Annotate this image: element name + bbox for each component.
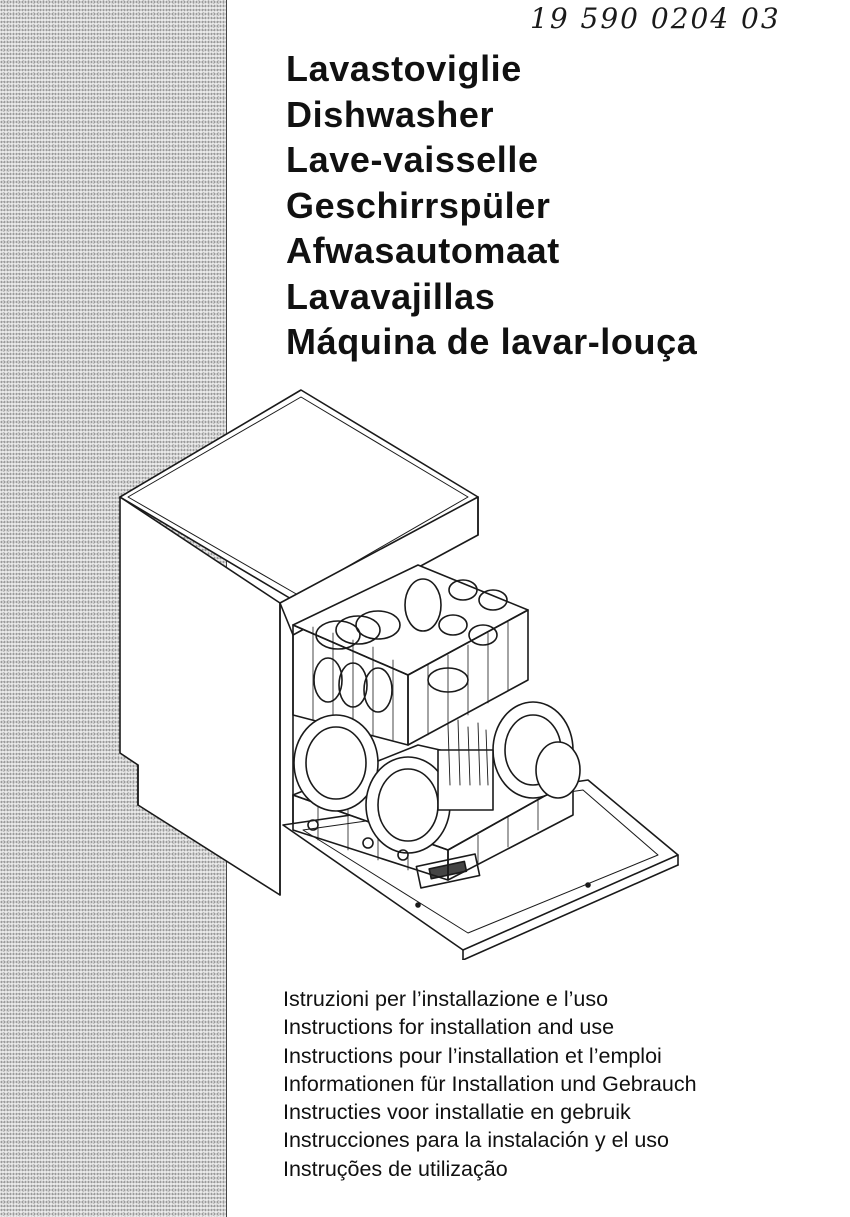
instructions-italian: Istruzioni per l’installazione e l’uso [283,987,609,1011]
title-dutch: Afwasautomaat [286,230,560,271]
title-english: Dishwasher [286,93,495,135]
instructions-list [283,985,697,1183]
title-italian: Lavastoviglie [286,48,522,89]
instructions-english: Instructions for installation and use [283,1015,615,1040]
instructions-portuguese: Instruções de utilização [283,1156,508,1181]
instructions-french: Instructions pour l’installation et l’emploi [283,1043,662,1068]
instructions-german: Informationen für Installation und Gebrauch [283,1071,697,1096]
product-title-list [286,46,697,365]
title-portuguese: Máquina de lavar-louça [286,321,698,362]
title-french: Lave-vaisselle [286,139,539,180]
handwritten-reference-number: 19 590 0204 03 [530,2,781,35]
instructions-dutch: Instructies voor installatie en gebruik [283,1100,631,1125]
instructions-spanish: Instrucciones para la instalación y el uso [283,1128,670,1153]
dishwasher-illustration [118,385,688,960]
title-spanish: Lavavajillas [286,275,496,317]
title-german: Geschirrspüler [286,184,551,226]
